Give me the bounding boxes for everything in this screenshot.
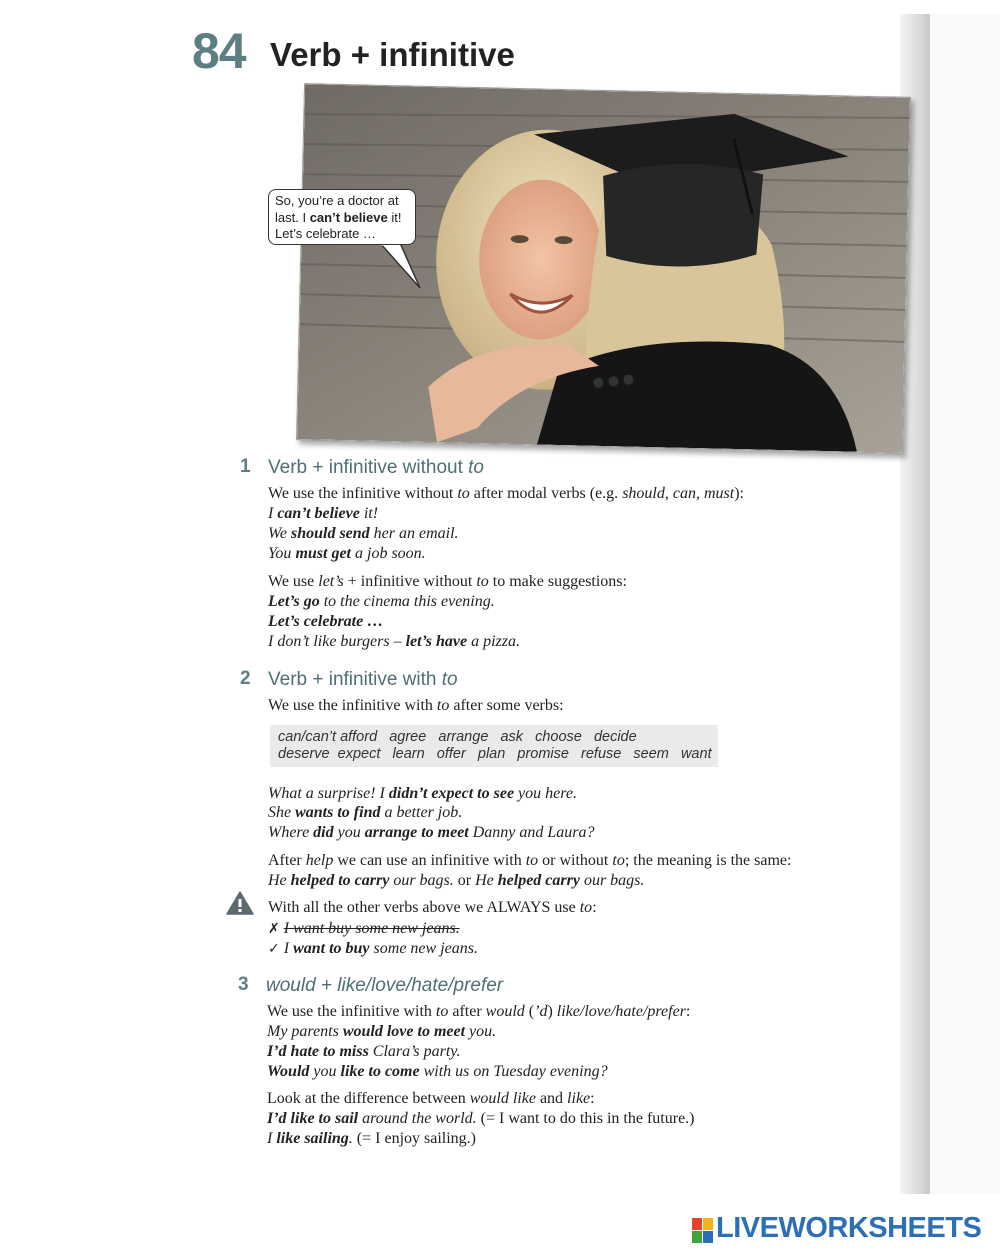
liveworksheets-logo[interactable]: LIVEWORKSHEETS [716,1212,982,1244]
section-2-rule-1: We use the infinitive with to after some verbs: [268,697,564,714]
verb-list-row: can/can’t afford agree arrange ask choose decide [278,729,637,745]
bubble-line: last. I can’t believe it! [275,209,402,225]
verb-list-box [270,725,718,767]
example-sentence: You must get a job soon. [268,545,426,562]
warning-rule: With all the other verbs above we ALWAYS use to: [268,899,597,916]
section-1-rule-2: We use let’s + infinitive without to to make suggestions: [268,573,627,590]
section-3-number: 3 [238,974,249,995]
section-1-number: 1 [240,456,251,477]
example-sentence: Where did you arrange to meet Danny and Laura? [268,824,595,841]
section-2-rule-2: After help we can use an infinitive with to or without to; the meaning is the same: [268,852,792,869]
example-sentence: My parents would love to meet you. [267,1023,497,1040]
example-sentence: She wants to find a better job. [268,804,463,821]
warning-icon [226,891,254,915]
speech-bubble-tail [378,242,428,292]
page-margin [930,14,1000,1194]
liveworksheets-logo-icon [692,1218,714,1244]
example-sentence: I can’t believe it! [268,505,379,522]
section-1-rule-1: We use the infinitive without to after modal verbs (e.g. should, can, must): [268,485,744,502]
cross-icon: ✗ [268,920,280,936]
bubble-line: So, you’re a doctor at [275,193,399,208]
section-2-title: Verb + infinitive with to [268,669,458,690]
bubble-line: Let’s celebrate … [275,226,376,241]
example-sentence: He helped to carry our bags. or He helped carry our bags. [268,872,645,889]
example-sentence: I like sailing. (= I enjoy sailing.) [267,1130,476,1147]
section-3-title: would + like/love/hate/prefer [266,975,504,996]
verb-list-row: deserve expect learn offer plan promise refuse seem want [278,746,712,762]
example-sentence: Let’s go to the cinema this evening. [268,593,495,610]
example-sentence: I’d like to sail around the world. (= I want to do this in the future.) [267,1110,695,1127]
section-2-number: 2 [240,668,251,689]
section-3-rule-1: We use the infinitive with to after would (’d) like/love/hate/prefer: [267,1003,691,1020]
example-sentence: Would you like to come with us on Tuesday evening? [267,1063,608,1080]
speech-bubble [268,189,416,245]
example-sentence: We should send her an email. [268,525,459,542]
section-1-title: Verb + infinitive without to [268,457,484,478]
correct-example: ✓ I want to buy some new jeans. [268,940,478,957]
check-icon: ✓ [268,940,280,956]
section-3-rule-2: Look at the difference between would like and like: [267,1090,595,1107]
unit-title: Verb + infinitive [270,36,515,73]
wrong-example: ✗ I want buy some new jeans. [268,920,460,937]
example-sentence: What a surprise! I didn’t expect to see you here. [268,785,577,802]
example-sentence: I don’t like burgers – let’s have a pizza. [268,633,520,650]
unit-number: 84 [192,23,246,79]
example-sentence: I’d hate to miss Clara’s party. [267,1043,461,1060]
example-sentence: Let’s celebrate … [268,613,384,630]
